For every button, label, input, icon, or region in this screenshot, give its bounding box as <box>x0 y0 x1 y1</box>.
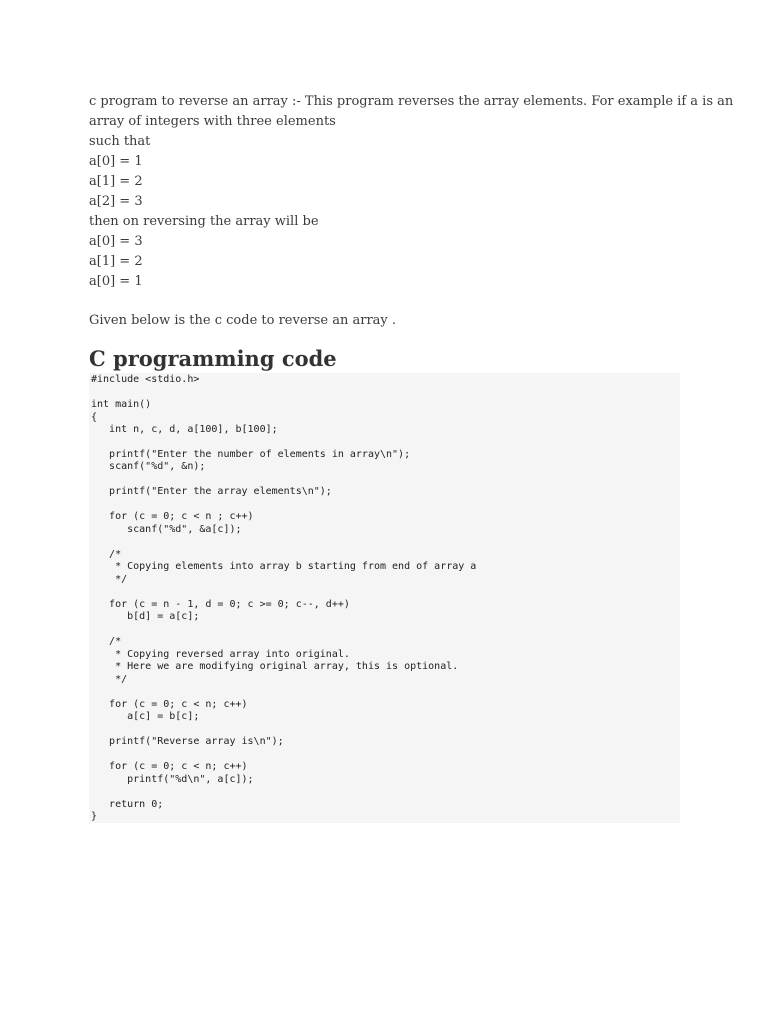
code-line: printf("Reverse array is\n"); <box>91 736 284 747</box>
code-line: for (c = n - 1, d = 0; c >= 0; c--, d++) <box>91 599 350 610</box>
code-block <box>89 373 680 823</box>
intro-line: then on reversing the array will be <box>89 214 319 229</box>
code-line: /* <box>91 636 122 647</box>
code-line: } <box>91 811 98 822</box>
code-line: return 0; <box>91 799 164 810</box>
code-line: for (c = 0; c < n; c++) <box>91 699 248 710</box>
intro-line: such that <box>89 134 151 149</box>
intro-text <box>89 92 734 331</box>
code-line: printf("Enter the number of elements in array\n"); <box>91 449 411 460</box>
intro-line: c program to reverse an array :- This program reverses the array elements. For example if a is an <box>89 94 734 109</box>
code-line: { <box>91 412 98 423</box>
code-line: scanf("%d", &a[c]); <box>91 524 242 535</box>
code-line: */ <box>91 674 128 685</box>
code-line: printf("%d\n", a[c]); <box>91 774 254 785</box>
code-line: b[d] = a[c]; <box>91 611 200 622</box>
intro-line: a[0] = 1 <box>89 154 143 169</box>
intro-line: a[1] = 2 <box>89 174 143 189</box>
code-line: * Copying elements into array b starting from end of array a <box>91 561 477 572</box>
code-line: /* <box>91 549 122 560</box>
code-line: int main() <box>91 399 152 410</box>
section-heading: C programming code <box>89 346 337 371</box>
code-line: printf("Enter the array elements\n"); <box>91 486 332 497</box>
paragraph-gap <box>89 292 689 311</box>
intro-line: array of integers with three elements <box>89 114 336 129</box>
intro-line: a[1] = 2 <box>89 254 143 269</box>
code-line: for (c = 0; c < n; c++) <box>91 761 248 772</box>
code-line: * Here we are modifying original array, this is optional. <box>91 661 459 672</box>
code-line: #include <stdio.h> <box>91 374 200 385</box>
intro-line: a[0] = 3 <box>89 234 143 249</box>
intro-line: a[2] = 3 <box>89 194 143 209</box>
intro-line: a[0] = 1 <box>89 274 143 289</box>
intro-line: Given below is the c code to reverse an array . <box>89 313 397 328</box>
code-line: */ <box>91 574 128 585</box>
code-line: a[c] = b[c]; <box>91 711 200 722</box>
code-line: for (c = 0; c < n ; c++) <box>91 511 254 522</box>
code-line: scanf("%d", &n); <box>91 461 206 472</box>
code-line: * Copying reversed array into original. <box>91 649 350 660</box>
code-line: int n, c, d, a[100], b[100]; <box>91 424 278 435</box>
